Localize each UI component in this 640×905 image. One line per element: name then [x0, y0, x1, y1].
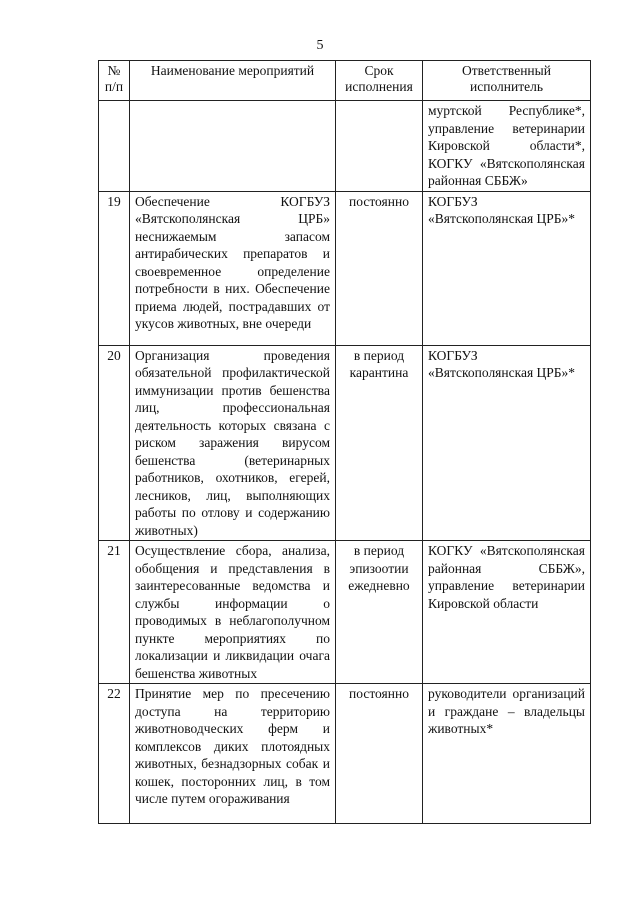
table-row	[99, 345, 591, 541]
table-row-continuation	[99, 101, 591, 192]
cell-term: в период эпизоотии ежедневно	[336, 541, 423, 684]
header-responsible: Ответственный исполнитель	[423, 61, 591, 101]
table-header-row	[99, 61, 591, 101]
page-number: 5	[316, 38, 324, 53]
cell-responsible: руководители организаций и граждане – владельцы животных*	[423, 684, 591, 824]
cell-name: Обеспечение КОГБУЗ «Вятскополянская ЦРБ» неснижаемым запасом антирабических препаратов и своевременное определение потребности в них. Обеспечение приема людей, пострадавших от укусов животных, вне очереди	[130, 191, 336, 345]
cell-name	[130, 101, 336, 192]
cell-term: постоянно	[336, 191, 423, 345]
table-row	[99, 541, 591, 684]
cell-term	[336, 101, 423, 192]
cell-name: Организация проведения обязательной профилактической иммунизации против бешенства лиц, профессиональная деятельность которых связана с риском заражения вирусом бешенства (ветеринарных работников, охотников, егерей, лесников, лиц, выполняющих работы по отлову и содержанию животных)	[130, 345, 336, 541]
header-num: № п/п	[99, 61, 130, 101]
cell-responsible: КОГБУЗ «Вятскополянская ЦРБ»*	[423, 191, 591, 345]
table-row	[99, 684, 591, 824]
measures-table	[98, 60, 591, 824]
cell-term: в период карантина	[336, 345, 423, 541]
cell-name: Осуществление сбора, анализа, обобщения и представления в заинтересованные ведомства и службы информации о проводимых в неблагополучном пункте мероприятиях по локализации и ликвидации очага бешенства животных	[130, 541, 336, 684]
cell-num: 20	[99, 345, 130, 541]
header-term: Срок исполнения	[336, 61, 423, 101]
cell-num: 19	[99, 191, 130, 345]
table-row	[99, 191, 591, 345]
cell-responsible: муртской Республике*, управление ветеринарии Кировской области*, КОГКУ «Вятскополянская районная СББЖ»	[423, 101, 591, 192]
cell-num: 22	[99, 684, 130, 824]
cell-num	[99, 101, 130, 192]
cell-responsible: КОГБУЗ «Вятскополянская ЦРБ»*	[423, 345, 591, 541]
cell-num: 21	[99, 541, 130, 684]
cell-name: Принятие мер по пресечению доступа на территорию животноводческих ферм и комплексов диких плотоядных животных, безнадзорных собак и кошек, посторонних лиц, в том числе путем огораживания	[130, 684, 336, 824]
header-name: Наименование мероприятий	[130, 61, 336, 101]
cell-term: постоянно	[336, 684, 423, 824]
cell-responsible: КОГКУ «Вятскополянская районная СББЖ», управление ветеринарии Кировской области	[423, 541, 591, 684]
